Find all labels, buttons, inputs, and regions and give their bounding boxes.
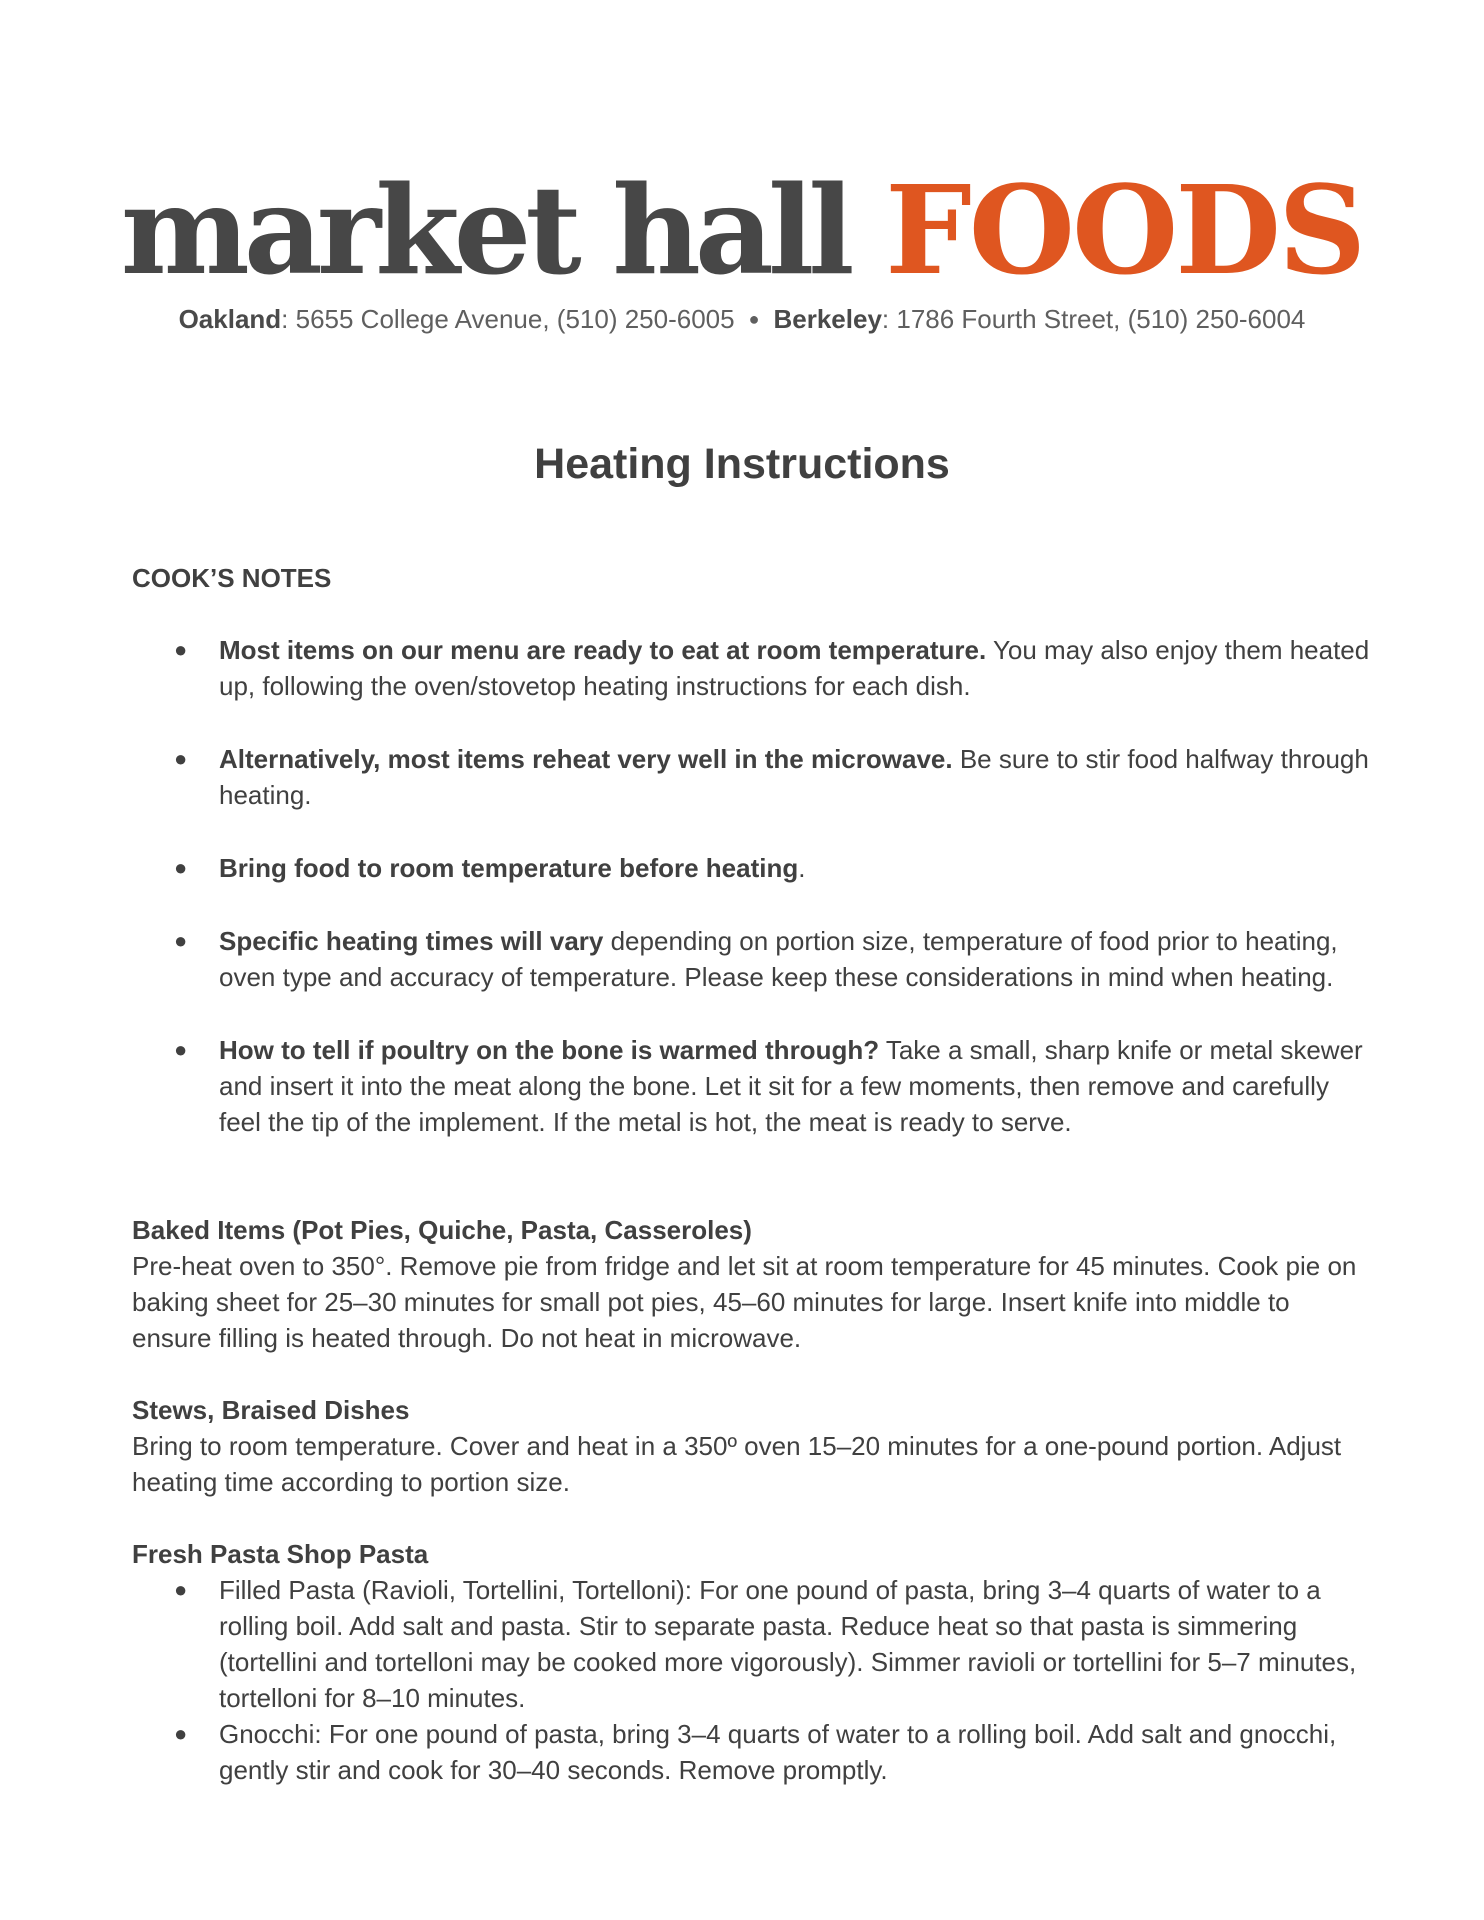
market-hall-foods-logo — [0, 160, 1484, 300]
note-bold-text: Bring food to room temperature before heating — [219, 853, 799, 883]
bullet-icon: ● — [174, 1721, 188, 1746]
oakland-address: : 5655 College Avenue, (510) 250-6005 — [281, 304, 735, 334]
stews-text: Bring to room temperature. Cover and heat in a 350º oven 15–20 minutes for a one-pound portion. Adjust heating time according to portion size. — [132, 1431, 1342, 1497]
cooks-notes-list — [132, 632, 1372, 1140]
note-text: depending on portion size, temperature of food prior to heating, oven type and accuracy of temperature. Please keep these considerations in mind when heating. — [219, 926, 1338, 992]
fresh-pasta-section — [132, 1536, 1372, 1788]
document-body — [132, 560, 1372, 1788]
logo-text-foods: FOODS — [885, 158, 1364, 302]
stews-heading: Stews, Braised Dishes — [132, 1395, 410, 1425]
list-item — [132, 1572, 1372, 1716]
note-bold-text: Most items on our menu are ready to eat at room temperature. — [219, 635, 987, 665]
list-item — [132, 1032, 1372, 1140]
page-title: Heating Instructions — [534, 440, 950, 488]
list-item — [132, 1716, 1372, 1788]
separator-dot: ● — [748, 309, 760, 329]
bullet-icon: ● — [174, 746, 188, 771]
pasta-list — [132, 1572, 1372, 1788]
note-bold-text: Alternatively, most items reheat very well in the microwave. — [219, 744, 953, 774]
logo-text-market-hall: market hall — [120, 158, 849, 302]
note-text: Take a small, sharp knife or metal skewer and insert it into the meat along the bone. Let it sit for a few moments, then remove and carefully feel the tip of the implement. If the metal is hot, the meat is ready to serve. — [219, 1035, 1363, 1137]
bullet-icon: ● — [174, 1577, 188, 1602]
list-item — [132, 850, 1372, 886]
berkeley-label: Berkeley — [773, 304, 882, 334]
list-item — [132, 632, 1372, 704]
bullet-icon: ● — [174, 1037, 188, 1062]
bullet-icon: ● — [174, 855, 188, 880]
oakland-label: Oakland — [178, 304, 282, 334]
baked-items-text: Pre-heat oven to 350°. Remove pie from fridge and let sit at room temperature for 45 minutes. Cook pie on baking sheet for 25–30 minutes for small pot pies, 45–60 minutes for large. Insert knife into middle to ensure filling is heated through. Do not heat in microwave. — [132, 1251, 1357, 1353]
berkeley-address: : 1786 Fourth Street, (510) 250-6004 — [881, 304, 1306, 334]
note-text: . — [798, 853, 806, 883]
note-text: Be sure to stir food halfway through heating. — [219, 744, 1369, 810]
fresh-pasta-heading: Fresh Pasta Shop Pasta — [132, 1539, 429, 1569]
baked-items-section — [132, 1212, 1372, 1356]
bullet-icon: ● — [174, 928, 188, 953]
list-item — [132, 923, 1372, 995]
baked-items-heading: Baked Items (Pot Pies, Quiche, Pasta, Casseroles) — [132, 1215, 752, 1245]
note-text: You may also enjoy them heated up, following the oven/stovetop heating instructions for each dish. — [219, 635, 1370, 701]
note-bold-text: Specific heating times will vary — [219, 926, 604, 956]
list-item — [132, 741, 1372, 813]
stews-section — [132, 1392, 1372, 1500]
note-bold-text: How to tell if poultry on the bone is warmed through? — [219, 1035, 880, 1065]
bullet-icon: ● — [174, 637, 188, 662]
pasta-item-text: Filled Pasta (Ravioli, Tortellini, Tortelloni): For one pound of pasta, bring 3–4 quarts of water to a rolling boil. Add salt and pasta. Stir to separate pasta. Reduce heat so that pasta is simmering (tortellini and tortelloni may be cooked more vigorously). Simmer ravioli or tortellini for 5–7 minutes, tortelloni for 8–10 minutes. — [219, 1575, 1357, 1713]
store-addresses — [0, 304, 1484, 335]
cooks-notes-heading: COOK’S NOTES — [132, 563, 332, 593]
pasta-item-text: Gnocchi: For one pound of pasta, bring 3–4 quarts of water to a rolling boil. Add salt and gnocchi, gently stir and cook for 30–40 seconds. Remove promptly. — [219, 1719, 1337, 1785]
